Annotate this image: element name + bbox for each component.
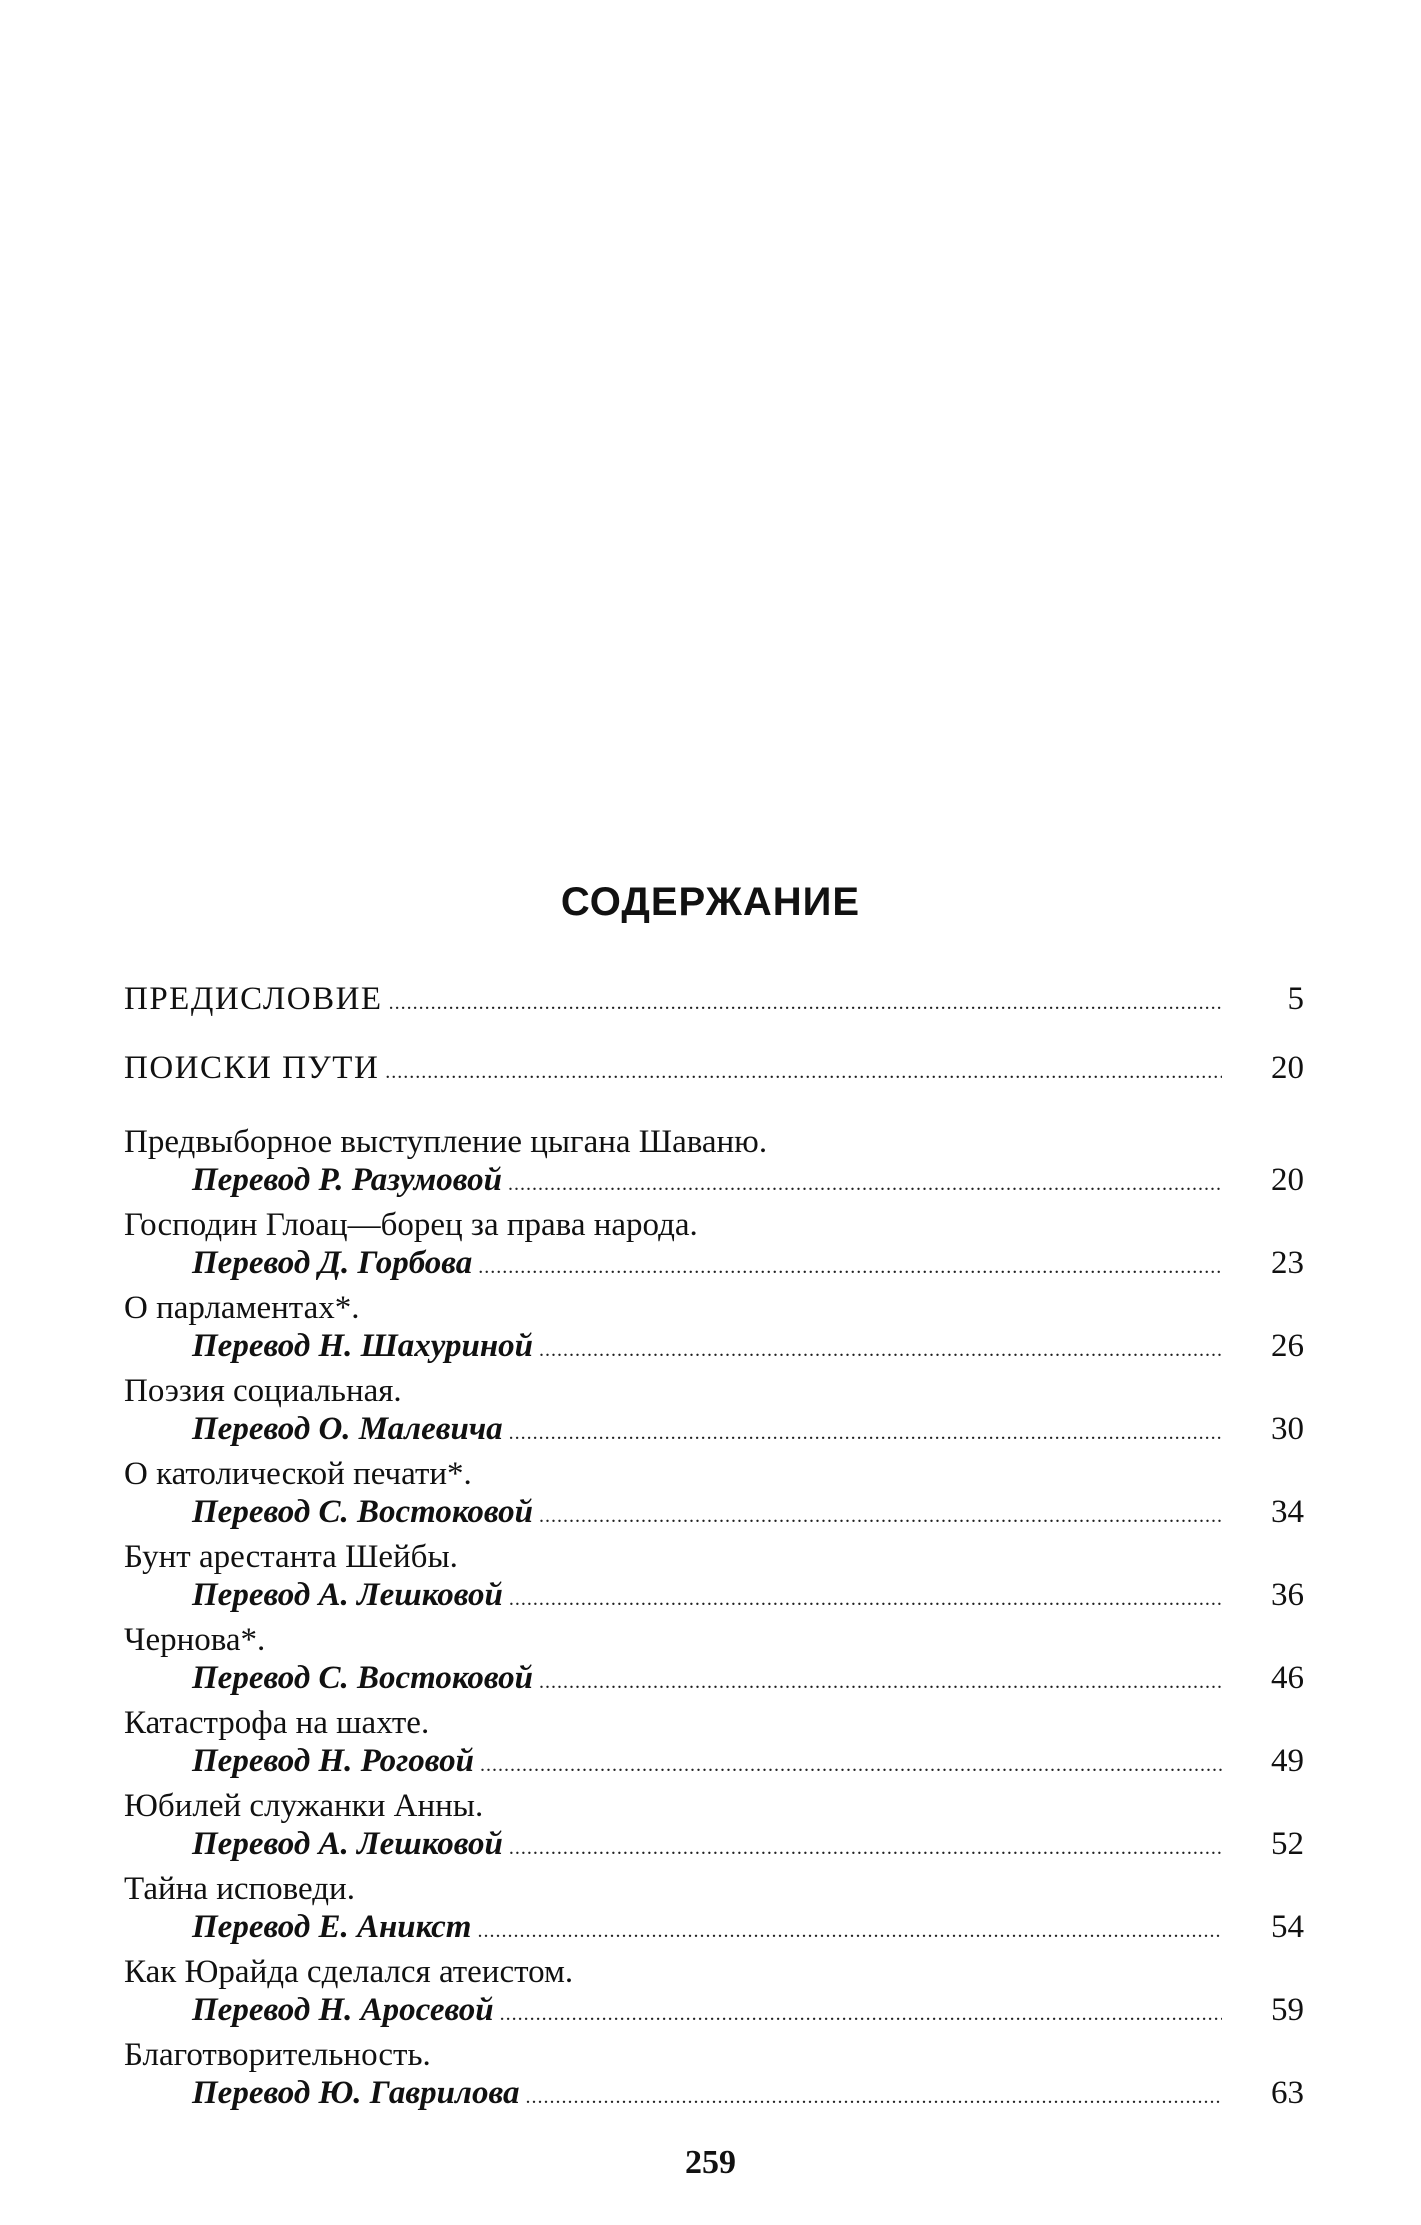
toc-page-number: 23 [1271, 1245, 1304, 1281]
toc-entry-row [124, 1492, 1304, 1532]
toc-entry-title: Как Юрайда сделался атеистом. [124, 1954, 574, 1990]
dot-leader [477, 1911, 1222, 1951]
dot-leader [525, 2077, 1222, 2117]
dot-leader [509, 1828, 1222, 1868]
page-title: СОДЕРЖАНИЕ [560, 880, 861, 924]
toc-entry-row [124, 1658, 1304, 1698]
toc-entry-title: Поэзия социальная. [124, 1373, 402, 1409]
toc-entry-row [124, 2073, 1304, 2113]
dot-leader [508, 1164, 1222, 1204]
toc-translator: Перевод А. Лешковой [192, 1577, 503, 1613]
toc-translator: Перевод С. Востоковой [192, 1494, 533, 1530]
toc-page-number: 20 [1271, 1162, 1304, 1198]
toc-entry-row [124, 1907, 1304, 1947]
toc-page-number: 26 [1271, 1328, 1304, 1364]
dot-leader [478, 1247, 1222, 1287]
toc-entry-row [124, 1409, 1304, 1449]
table-of-contents [124, 0, 1304, 2225]
toc-entry-row [124, 1326, 1304, 1366]
dot-leader [539, 1662, 1222, 1702]
toc-section-row [124, 979, 1304, 1019]
toc-page-number: 30 [1271, 1411, 1304, 1447]
toc-entry-title: Бунт арестанта Шейбы. [124, 1539, 458, 1575]
dot-leader [385, 1052, 1222, 1092]
toc-translator: Перевод Ю. Гаврилова [192, 2075, 520, 2111]
toc-entry-title: О парламентах*. [124, 1290, 360, 1326]
dot-leader [389, 983, 1222, 1023]
toc-entry-row [124, 1243, 1304, 1283]
toc-entry-title: Юбилей служанки Анны. [124, 1788, 484, 1824]
toc-entry-row [124, 1824, 1304, 1864]
toc-entry-title: О католической печати*. [124, 1456, 472, 1492]
toc-page-number: 36 [1271, 1577, 1304, 1613]
toc-page-number: 5 [1287, 981, 1304, 1017]
toc-entry-title: Чернова*. [124, 1622, 266, 1658]
toc-section-label: ПРЕДИСЛОВИЕ [124, 981, 383, 1017]
toc-entry-row [124, 1575, 1304, 1615]
toc-page-number: 46 [1271, 1660, 1304, 1696]
dot-leader [539, 1330, 1222, 1370]
dot-leader [480, 1745, 1222, 1785]
dot-leader [509, 1579, 1222, 1619]
toc-entry-row [124, 1990, 1304, 2030]
toc-entry-title: Предвыборное выступление цыгана Шаваню. [124, 1124, 768, 1160]
toc-translator: Перевод Н. Роговой [192, 1743, 474, 1779]
toc-translator: Перевод Н. Шахуриной [192, 1328, 534, 1364]
dot-leader [509, 1413, 1222, 1453]
toc-translator: Перевод С. Востоковой [192, 1660, 533, 1696]
page-folio: 259 [685, 2144, 736, 2181]
toc-entry-row [124, 1741, 1304, 1781]
toc-translator: Перевод О. Малевича [192, 1411, 503, 1447]
toc-page-number: 20 [1271, 1050, 1304, 1086]
toc-translator: Перевод Н. Аросевой [192, 1992, 494, 2028]
toc-page-number: 49 [1271, 1743, 1304, 1779]
toc-page-number: 34 [1271, 1494, 1304, 1530]
toc-translator: Перевод Р. Разумовой [192, 1162, 502, 1198]
toc-page-number: 63 [1271, 2075, 1304, 2111]
toc-entry-title: Господин Глоац—борец за права народа. [124, 1207, 698, 1243]
toc-entry-title: Благотворительность. [124, 2037, 431, 2073]
toc-translator: Перевод Е. Аникст [192, 1909, 472, 1945]
toc-page-number: 52 [1271, 1826, 1304, 1862]
toc-section-row [124, 1048, 1304, 1088]
toc-translator: Перевод Д. Горбова [192, 1245, 473, 1281]
toc-entry-title: Тайна исповеди. [124, 1871, 355, 1907]
dot-leader [500, 1994, 1222, 2034]
toc-section-label: ПОИСКИ ПУТИ [124, 1050, 380, 1086]
dot-leader [539, 1496, 1222, 1536]
toc-translator: Перевод А. Лешковой [192, 1826, 503, 1862]
toc-entry-title: Катастрофа на шахте. [124, 1705, 430, 1741]
toc-page-number: 54 [1271, 1909, 1304, 1945]
toc-entry-row [124, 1160, 1304, 1200]
toc-page-number: 59 [1271, 1992, 1304, 2028]
